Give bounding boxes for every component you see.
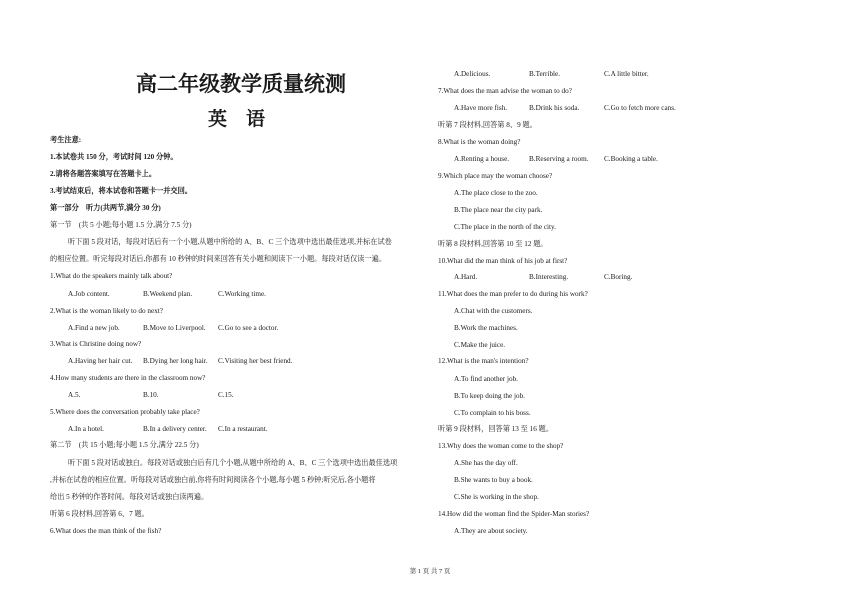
question-9: 9.Which place may the woman choose? — [438, 172, 553, 180]
question-11: 11.What does the man prefer to do during his work? — [438, 290, 588, 298]
option-c: C.The place in the north of the city. — [454, 223, 556, 231]
option-c: C.Working time. — [218, 290, 266, 298]
option-b: B.She wants to buy a book. — [454, 476, 533, 484]
question-4: 4.How many students are there in the classroom now? — [50, 374, 206, 382]
option-c: C.15. — [218, 391, 234, 399]
question-6: 6.What does the man think of the fish? — [50, 527, 162, 535]
option-b: B.10. — [143, 391, 159, 399]
question-12: 12.What is the man's intention? — [438, 357, 529, 365]
option-c: C.Boring. — [604, 273, 633, 281]
section2-instruction: 给出 5 秒钟的作答时间。每段对话或独白读两遍。 — [50, 493, 209, 501]
option-c: C.Make the juice. — [454, 341, 506, 349]
option-c: C.A little bitter. — [604, 70, 649, 78]
page-footer: 第 1 页 共 7 页 — [409, 568, 451, 575]
option-a: A.She has the day off. — [454, 459, 518, 467]
question-14: 14.How did the woman find the Spider-Man stories? — [438, 510, 590, 518]
question-5: 5.Where does the conversation probably take place? — [50, 408, 200, 416]
option-a: A.Chat with the customers. — [454, 307, 533, 315]
question-2: 2.What is the woman likely to do next? — [50, 307, 163, 315]
part1-heading: 第一部分 听力(共两节,满分 30 分) — [50, 204, 161, 212]
material-6: 听第 6 段材料,回答第 6、7 题。 — [50, 510, 149, 518]
option-b: B.Terrible. — [529, 70, 561, 78]
question-13: 13.Why does the woman come to the shop? — [438, 442, 564, 450]
option-c: C.Visiting her best friend. — [218, 357, 293, 365]
option-a: A.Having her hair cut. — [68, 357, 133, 365]
option-c: C.Go to see a doctor. — [218, 324, 279, 332]
option-a: A.Have more fish. — [454, 104, 508, 112]
option-a: A.Job content. — [68, 290, 110, 298]
option-a: A.Delicious. — [454, 70, 491, 78]
option-b: B.To keep doing the job. — [454, 392, 525, 400]
option-a: A.The place close to the zoo. — [454, 189, 538, 197]
subject-title: 英 语 — [208, 108, 266, 130]
option-c: C.To complain to his boss. — [454, 409, 531, 417]
section1-instruction: 的相应位置。听完每段对话后,你都有 10 秒钟的时间来回答有关小题和阅读下一小题。每段对话仅读一遍。 — [50, 255, 387, 263]
section2-heading: 第二节 (共 15 小题;每小题 1.5 分,满分 22.5 分) — [50, 441, 199, 449]
question-8: 8.What is the woman doing? — [438, 138, 521, 146]
option-a: A.Find a new job. — [68, 324, 120, 332]
option-c: C.Booking a table. — [604, 155, 658, 163]
option-b: B.Drink his soda. — [529, 104, 580, 112]
option-a: A.To find another job. — [454, 375, 518, 383]
question-3: 3.What is Christine doing now? — [50, 340, 142, 348]
question-10: 10.What did the man think of his job at first? — [438, 257, 568, 265]
notice-item: 3.考试结束后，将本试卷和答题卡一并交回。 — [50, 187, 192, 195]
page-title: 高二年级教学质量统测 — [136, 71, 346, 96]
section2-instruction: ,并标在试卷的相应位置。听每段对话或独白前,你将有时间阅读各个小题,每小题 5 秒钟;听完后,各小题将 — [50, 476, 376, 484]
question-7: 7.What does the man advise the woman to do? — [438, 87, 572, 95]
section1-instruction: 听下面 5 段对话，每段对话后有一个小题,从题中所给的 A、B、C 三个选项中选出最佳选项,并标在试卷 — [68, 238, 392, 246]
option-c: C.In a restaurant. — [218, 425, 268, 433]
notice-item: 2.请将各题答案填写在答题卡上。 — [50, 170, 157, 178]
material-8: 听第 8 段材料,回答第 10 至 12 题。 — [438, 240, 548, 248]
option-b: B.Weekend plan. — [143, 290, 193, 298]
section2-instruction: 听下面 5 段对话或独白。每段对话或独白后有几个小题,从题中所给的 A、B、C 三个选项中选出最佳选项 — [68, 459, 398, 467]
option-a: A.Hard. — [454, 273, 478, 281]
option-a: A.They are about society. — [454, 527, 528, 535]
section1-heading: 第一节 (共 5 小题;每小题 1.5 分,满分 7.5 分) — [50, 221, 192, 229]
option-b: B.In a delivery center. — [143, 425, 207, 433]
option-c: C.She is working in the shop. — [454, 493, 539, 501]
option-b: B.Work the machines. — [454, 324, 518, 332]
notice-heading: 考生注意: — [50, 136, 82, 144]
option-b: B.Reserving a room. — [529, 155, 589, 163]
option-a: A.Renting a house. — [454, 155, 510, 163]
material-7: 听第 7 段材料,回答第 8、9 题。 — [438, 121, 537, 129]
option-b: B.Interesting. — [529, 273, 569, 281]
option-b: B.Move to Liverpool. — [143, 324, 206, 332]
option-b: B.The place near the city park. — [454, 206, 543, 214]
option-b: B.Dying her long hair. — [143, 357, 208, 365]
option-a: A.In a hotel. — [68, 425, 104, 433]
option-a: A.5. — [68, 391, 81, 399]
question-1: 1.What do the speakers mainly talk about? — [50, 272, 173, 280]
notice-item: 1.本试卷共 150 分，考试时间 120 分钟。 — [50, 153, 178, 161]
material-9: 听第 9 段材料，回答第 13 至 16 题。 — [438, 425, 554, 433]
option-c: C.Go to fetch more cans. — [604, 104, 676, 112]
